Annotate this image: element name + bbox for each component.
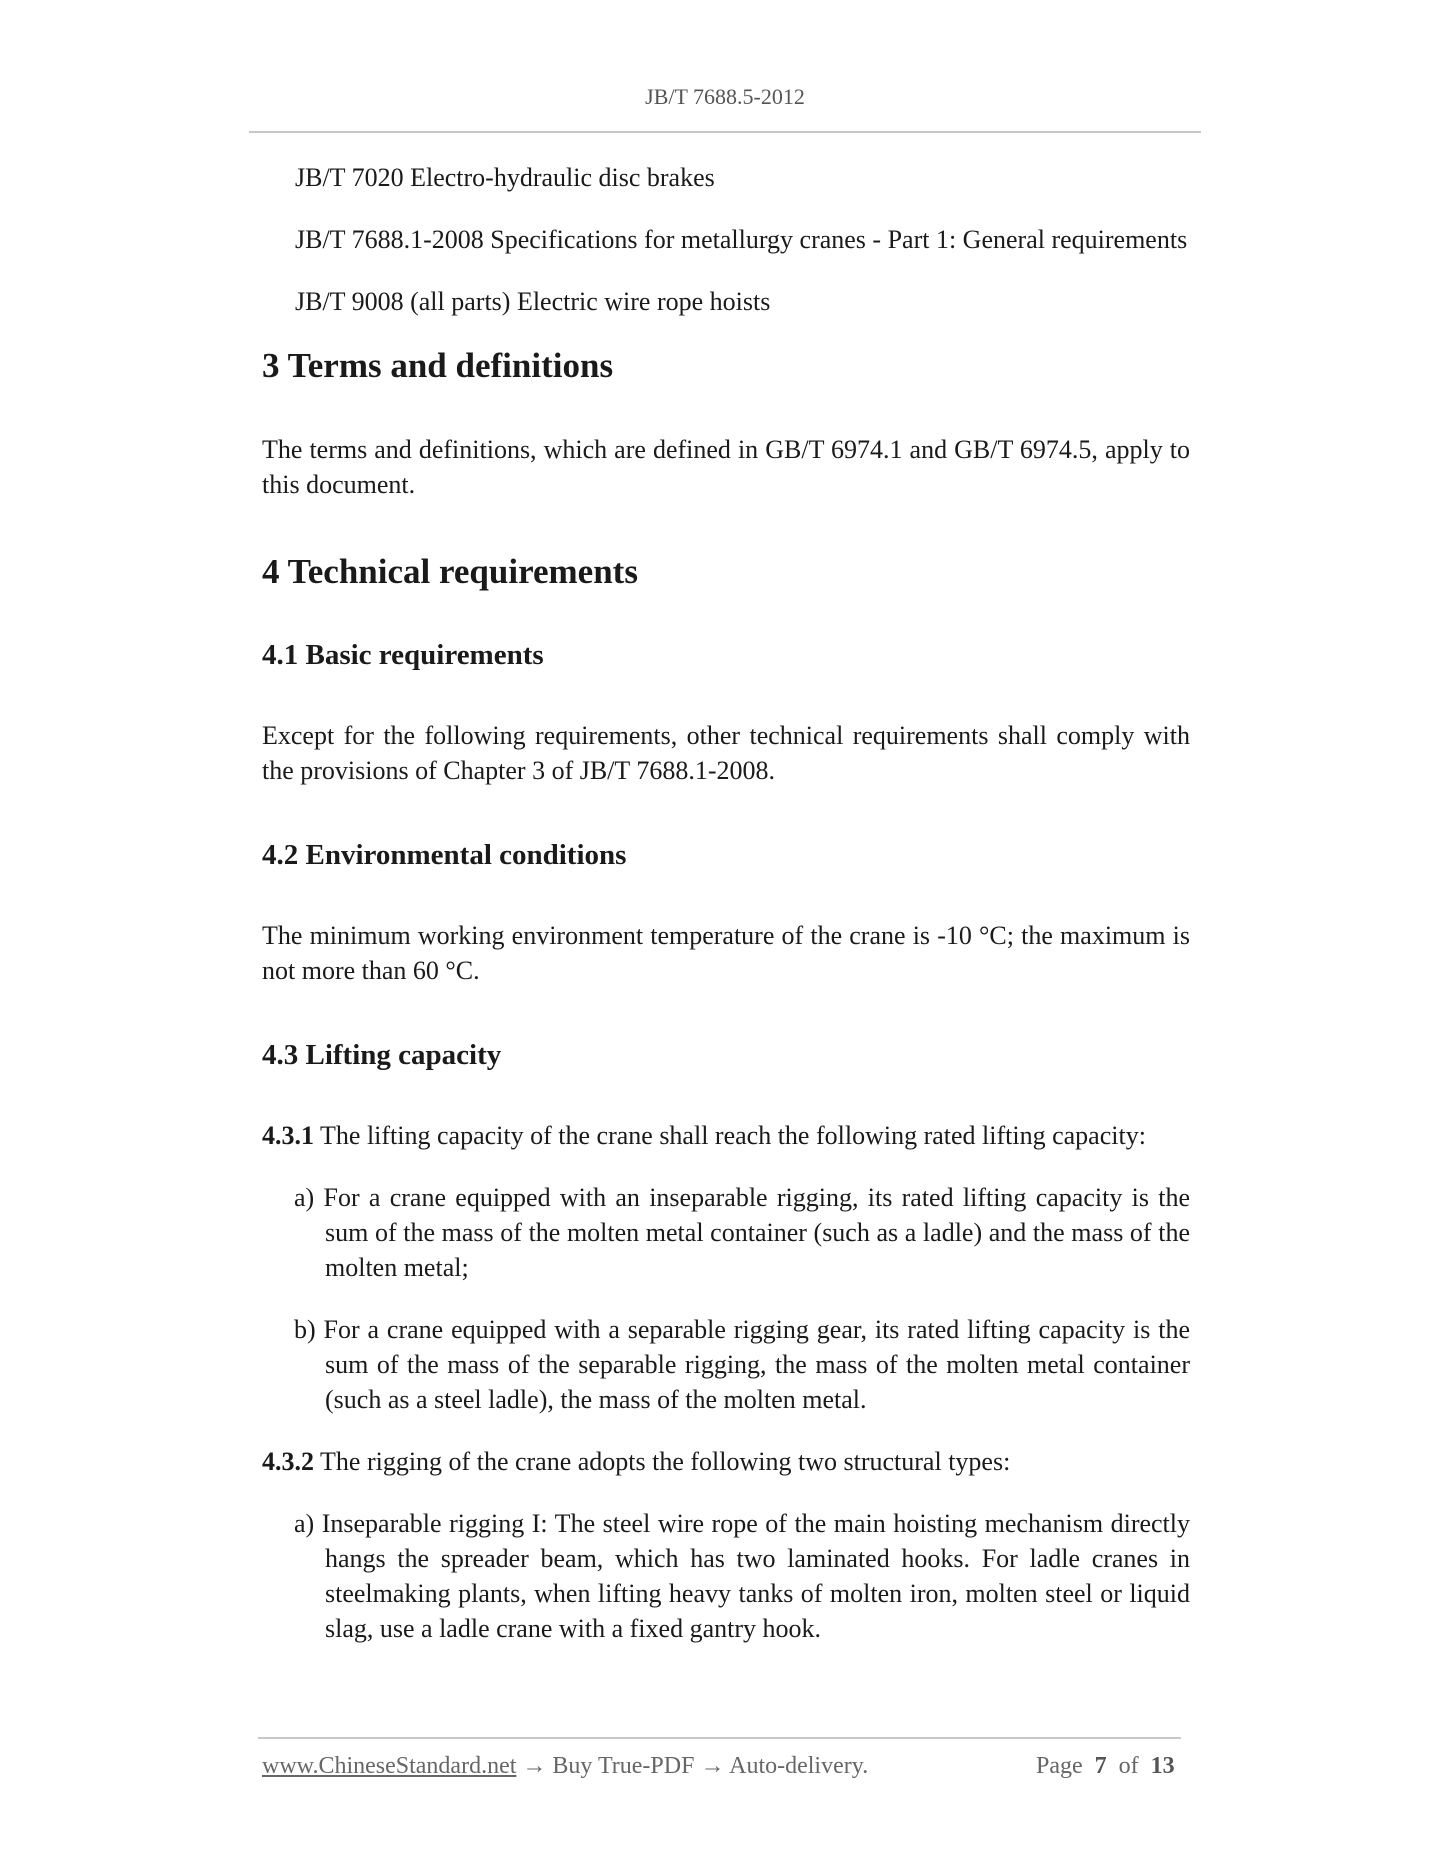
section-3-heading: 3 Terms and definitions — [262, 346, 614, 385]
list-item: b) For a crane equipped with a separable rigging gear, its rated lifting capacity is the sum of the mass of the separable rigging, the mass of the molten metal container (such as a steel ladle), the mass of the molten metal. — [294, 1315, 1190, 1414]
section-4-1-heading: 4.1 Basic requirements — [262, 639, 544, 671]
section-4-2-heading: 4.2 Environmental conditions — [262, 839, 627, 871]
clause-text: The rigging of the crane adopts the following two structural types: — [314, 1447, 1011, 1476]
list-item: a) For a crane equipped with an inseparable rigging, its rated lifting capacity is the sum of the mass of the molten metal container (such as a ladle) and the mass of the molten metal; — [294, 1183, 1190, 1282]
clause-number: 4.3.2 — [262, 1447, 314, 1476]
section-4-2-body: The minimum working environment temperature of the crane is -10 °C; the maximum is not more than 60 °C. — [262, 921, 1190, 985]
promo-text: → Buy True-PDF → Auto-delivery. — [516, 1753, 869, 1779]
page-indicator — [1036, 1753, 1175, 1780]
section-4-3-heading: 4.3 Lifting capacity — [262, 1039, 502, 1071]
of-label: of — [1118, 1753, 1139, 1779]
document-body — [262, 160, 1190, 1673]
clause-4-3-1 — [262, 1118, 1190, 1153]
footer-divider — [258, 1737, 1181, 1739]
site-link[interactable]: www.ChineseStandard.net — [262, 1753, 517, 1779]
page-label: Page — [1036, 1753, 1083, 1779]
section-4-heading: 4 Technical requirements — [262, 552, 638, 591]
header-divider — [249, 131, 1201, 133]
page-number: 7 — [1094, 1753, 1107, 1779]
page-header: JB/T 7688.5-2012 — [645, 84, 805, 109]
footer-promo — [262, 1753, 868, 1780]
reference-item: JB/T 7020 Electro-hydraulic disc brakes — [295, 163, 715, 192]
section-3-body: The terms and definitions, which are defined in GB/T 6974.1 and GB/T 6974.5, apply to this document. — [262, 435, 1190, 499]
clause-number: 4.3.1 — [262, 1121, 314, 1150]
section-4-1-body: Except for the following requirements, other technical requirements shall comply with the provisions of Chapter 3 of JB/T 7688.1-2008. — [262, 721, 1190, 785]
list-item: a) Inseparable rigging I: The steel wire rope of the main hoisting mechanism directly hangs the spreader beam, which has two laminated hooks. For ladle cranes in steelmaking plants, when lifting heavy tanks of molten iron, molten steel or liquid slag, use a ladle crane with a fixed gantry hook. — [294, 1509, 1190, 1643]
page-total: 13 — [1150, 1753, 1175, 1779]
clause-4-3-2 — [262, 1444, 1190, 1479]
reference-item: JB/T 9008 (all parts) Electric wire rope hoists — [295, 287, 771, 316]
reference-item: JB/T 7688.1-2008 Specifications for metallurgy cranes - Part 1: General requirements — [295, 225, 1188, 254]
clause-text: The lifting capacity of the crane shall reach the following rated lifting capacity: — [314, 1121, 1146, 1150]
